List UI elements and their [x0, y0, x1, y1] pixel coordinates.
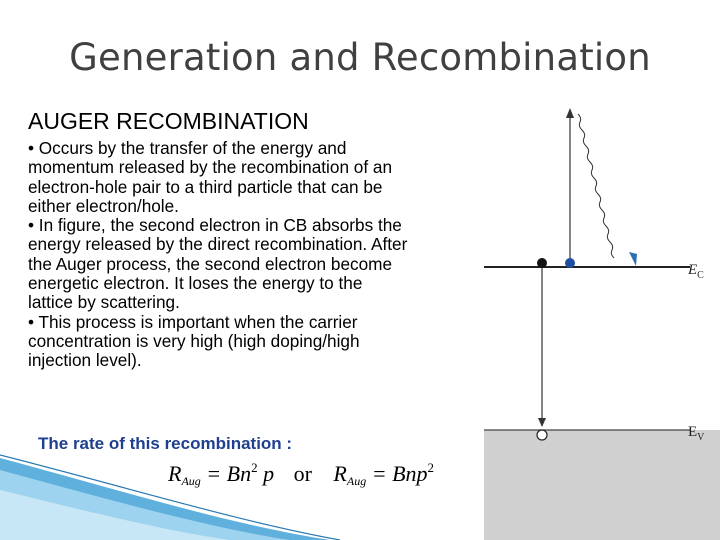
eq2-sub: Aug [346, 474, 367, 488]
eq2-rhs: = Bnp [371, 461, 428, 486]
body-line: lattice by scattering. [28, 292, 180, 313]
ec-label [688, 262, 704, 281]
valence-band-region [484, 430, 720, 540]
body-line: energetic electron. It loses the energy to the [28, 273, 363, 294]
ev-label-main: E [688, 424, 698, 440]
body-line: • In figure, the second electron in CB absorbs the [28, 215, 402, 236]
body-line: electron-hole pair to a third particle that can be [28, 176, 383, 197]
eq1-r: R [168, 461, 182, 486]
body-line: injection level). [28, 350, 142, 371]
ec-label-main: E [688, 262, 698, 278]
eq2-r: R [333, 461, 347, 486]
hole-open-circle [537, 430, 547, 440]
body-line: either electron/hole. [28, 195, 179, 216]
body-line: concentration is very high (high doping/high [28, 330, 360, 351]
eq1-rhs: = Bn [206, 461, 252, 486]
auger-rate-equation [168, 460, 434, 489]
body-line: momentum released by the recombination of an [28, 157, 393, 178]
eq1-sup: 2 [251, 460, 258, 475]
eq1-suffix: p [263, 461, 275, 486]
electron-black-dot [537, 258, 547, 268]
excitation-arrowhead [566, 108, 574, 118]
ev-label [688, 424, 704, 443]
body-line: • This process is important when the carrier [28, 311, 358, 332]
body-line: • Occurs by the transfer of the energy and [28, 138, 347, 158]
body-line: energy released by the direct recombination. After [28, 234, 408, 255]
scattering-wavy-path [578, 114, 614, 258]
electron-blue-dot [565, 258, 575, 268]
recombination-arrowhead [538, 418, 546, 427]
ev-label-sub: V [697, 432, 705, 443]
rate-label: The rate of this recombination : [38, 434, 293, 453]
eq-connector: or [293, 461, 312, 486]
scattering-arrowhead [629, 252, 637, 266]
ec-label-sub: C [697, 270, 704, 281]
section-heading: AUGER RECOMBINATION [28, 108, 309, 134]
body-text [28, 139, 488, 371]
eq2-sup: 2 [427, 460, 435, 475]
eq1-sub: Aug [181, 474, 201, 488]
slide-title: Generation and Recombination [69, 36, 651, 79]
body-line: the Auger process, the second electron become [28, 253, 393, 274]
